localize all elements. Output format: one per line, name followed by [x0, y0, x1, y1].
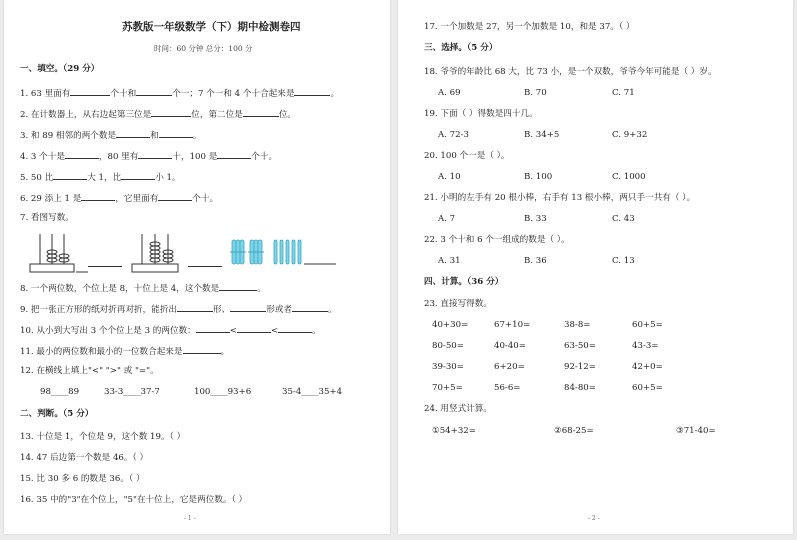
calc-r3c2: 6+20=: [494, 362, 525, 372]
vertical-calc-3: ③71-40=: [676, 426, 716, 436]
calc-r2c4: 43-3=: [632, 341, 659, 351]
question-3: 3. 和 89 相邻的两个数是 和 。: [20, 131, 202, 141]
question-8: 8. 一个两位数，个位上是 8，十位上是 4，这个数是 。: [20, 284, 266, 294]
question-10: 10. 从小到大写出 3 个个位上是 3 的两位数： < < 。: [20, 326, 321, 336]
exam-page-1: [4, 0, 390, 534]
q12-item-2: 33-3____37-7: [104, 387, 160, 397]
calc-r1c4: 60+5=: [632, 320, 663, 330]
q12-item-1: 98____89: [40, 387, 80, 397]
q21-option-c: C. 43: [612, 214, 635, 224]
question-16: 16. 35 中的"3"在个位上，"5"在十位上，它是两位数。（ ）: [20, 495, 248, 505]
calc-r2c1: 80-50=: [432, 341, 464, 351]
question-21: 21. 小明的左手有 20 根小棒，右手有 13 根小棒，两只手一共有（ ）。: [424, 193, 696, 203]
exam-title: 苏教版一年级数学（下）期中检测卷四: [122, 21, 301, 33]
question-4: 4. 3 个十是 ，80 里有 十，100 是 个十。: [20, 152, 278, 162]
q22-option-b: B. 36: [524, 256, 547, 266]
q18-option-a: A. 69: [438, 88, 461, 98]
q20-option-a: A. 10: [438, 172, 461, 182]
vertical-calc-2: ②68-25=: [554, 426, 594, 436]
question-17: 17. 一个加数是 27，另一个加数是 10，和是 37。（ ）: [424, 22, 635, 32]
abacus-answer-1: [88, 258, 122, 271]
rod-bundles-figure: [230, 236, 336, 268]
calc-r2c2: 40-40=: [494, 341, 526, 351]
calc-r1c2: 67+10=: [494, 320, 531, 330]
question-12: 12. 在横线上填上"<" ">" 或 "="。: [20, 366, 159, 376]
question-5: 5. 50 比 大 1，比 小 1。: [20, 173, 181, 183]
question-19: 19. 下面（ ）得数是四十几。: [424, 109, 538, 119]
q22-option-a: A. 31: [438, 256, 461, 266]
question-2: 2. 在计数器上，从右边起第三位是 位，第二位是 位。: [20, 110, 297, 120]
calc-r1c3: 38-8=: [564, 320, 591, 330]
q12-item-3: 100____93+6: [194, 387, 252, 397]
q22-option-c: C. 13: [612, 256, 635, 266]
section-2-heading: 二、判断。（5 分）: [20, 409, 94, 419]
q21-option-a: A. 7: [438, 214, 456, 224]
question-23: 23. 直接写得数。: [424, 299, 492, 309]
q20-option-c: C. 1000: [612, 172, 646, 182]
question-13: 13. 十位是 1，个位是 9，这个数 19。（ ）: [20, 432, 186, 442]
question-18: 18. 爷爷的年龄比 68 大，比 73 小，是一个双数，爷爷今年可能是（ ）岁。: [424, 67, 717, 77]
question-24: 24. 用竖式计算。: [424, 404, 492, 414]
question-7: 7. 看图写数。: [20, 213, 74, 223]
page-number-2: - 2 -: [588, 515, 600, 522]
q19-option-b: B. 34+5: [524, 130, 560, 140]
calc-r3c3: 92-12=: [564, 362, 596, 372]
abacus-answer-2: [188, 258, 222, 271]
q20-option-b: B. 100: [524, 172, 553, 182]
question-6: 6. 29 添上 1 是 ，它里面有 个十。: [20, 194, 219, 204]
section-1-heading: 一、填空。（29 分）: [20, 64, 100, 74]
section-4-heading: 四、计算。（36 分）: [424, 277, 504, 287]
calc-r1c1: 40+30=: [432, 320, 469, 330]
calc-r4c2: 56-6=: [494, 383, 521, 393]
q19-option-a: A. 72-3: [438, 130, 469, 140]
question-20: 20. 100 个一是（ ）。: [424, 151, 510, 161]
abacus-figure-1: [24, 228, 88, 274]
question-1: 1. 63 里面有 个十和 个一；7 个一和 4 个十合起来是 。: [20, 89, 340, 99]
abacus-figure-2: [128, 228, 186, 274]
question-14: 14. 47 后边第一个数是 46。（ ）: [20, 453, 149, 463]
vertical-calc-1: ①54+32=: [432, 426, 476, 436]
exam-meta: 时间：60 分钟 总分：100 分: [154, 44, 253, 53]
q21-option-b: B. 33: [524, 214, 547, 224]
q18-option-c: C. 71: [612, 88, 635, 98]
q19-option-c: C. 9+32: [612, 130, 648, 140]
question-15: 15. 比 30 多 6 的数是 36。（ ）: [20, 474, 145, 484]
page-number-1: - 1 -: [184, 515, 196, 522]
calc-r3c4: 42+0=: [632, 362, 663, 372]
exam-page-2: [398, 0, 793, 534]
section-3-heading: 三、选择。（5 分）: [424, 43, 498, 53]
calc-r4c1: 70+5=: [432, 383, 463, 393]
calc-r3c1: 39-30=: [432, 362, 464, 372]
calc-r4c4: 60+5=: [632, 383, 663, 393]
question-9: 9. 把一张正方形的纸对折再对折，能折出 形、 形或者 。: [20, 305, 337, 315]
calc-r2c3: 63-50=: [564, 341, 596, 351]
question-22: 22. 3 个十和 6 个一组成的数是（ ）。: [424, 235, 570, 245]
calc-r4c3: 84-80=: [564, 383, 596, 393]
q12-item-4: 35-4____35+4: [282, 387, 343, 397]
q18-option-b: B. 70: [524, 88, 547, 98]
question-11: 11. 最小的两位数和最小的一位数合起来是 。: [20, 347, 230, 357]
